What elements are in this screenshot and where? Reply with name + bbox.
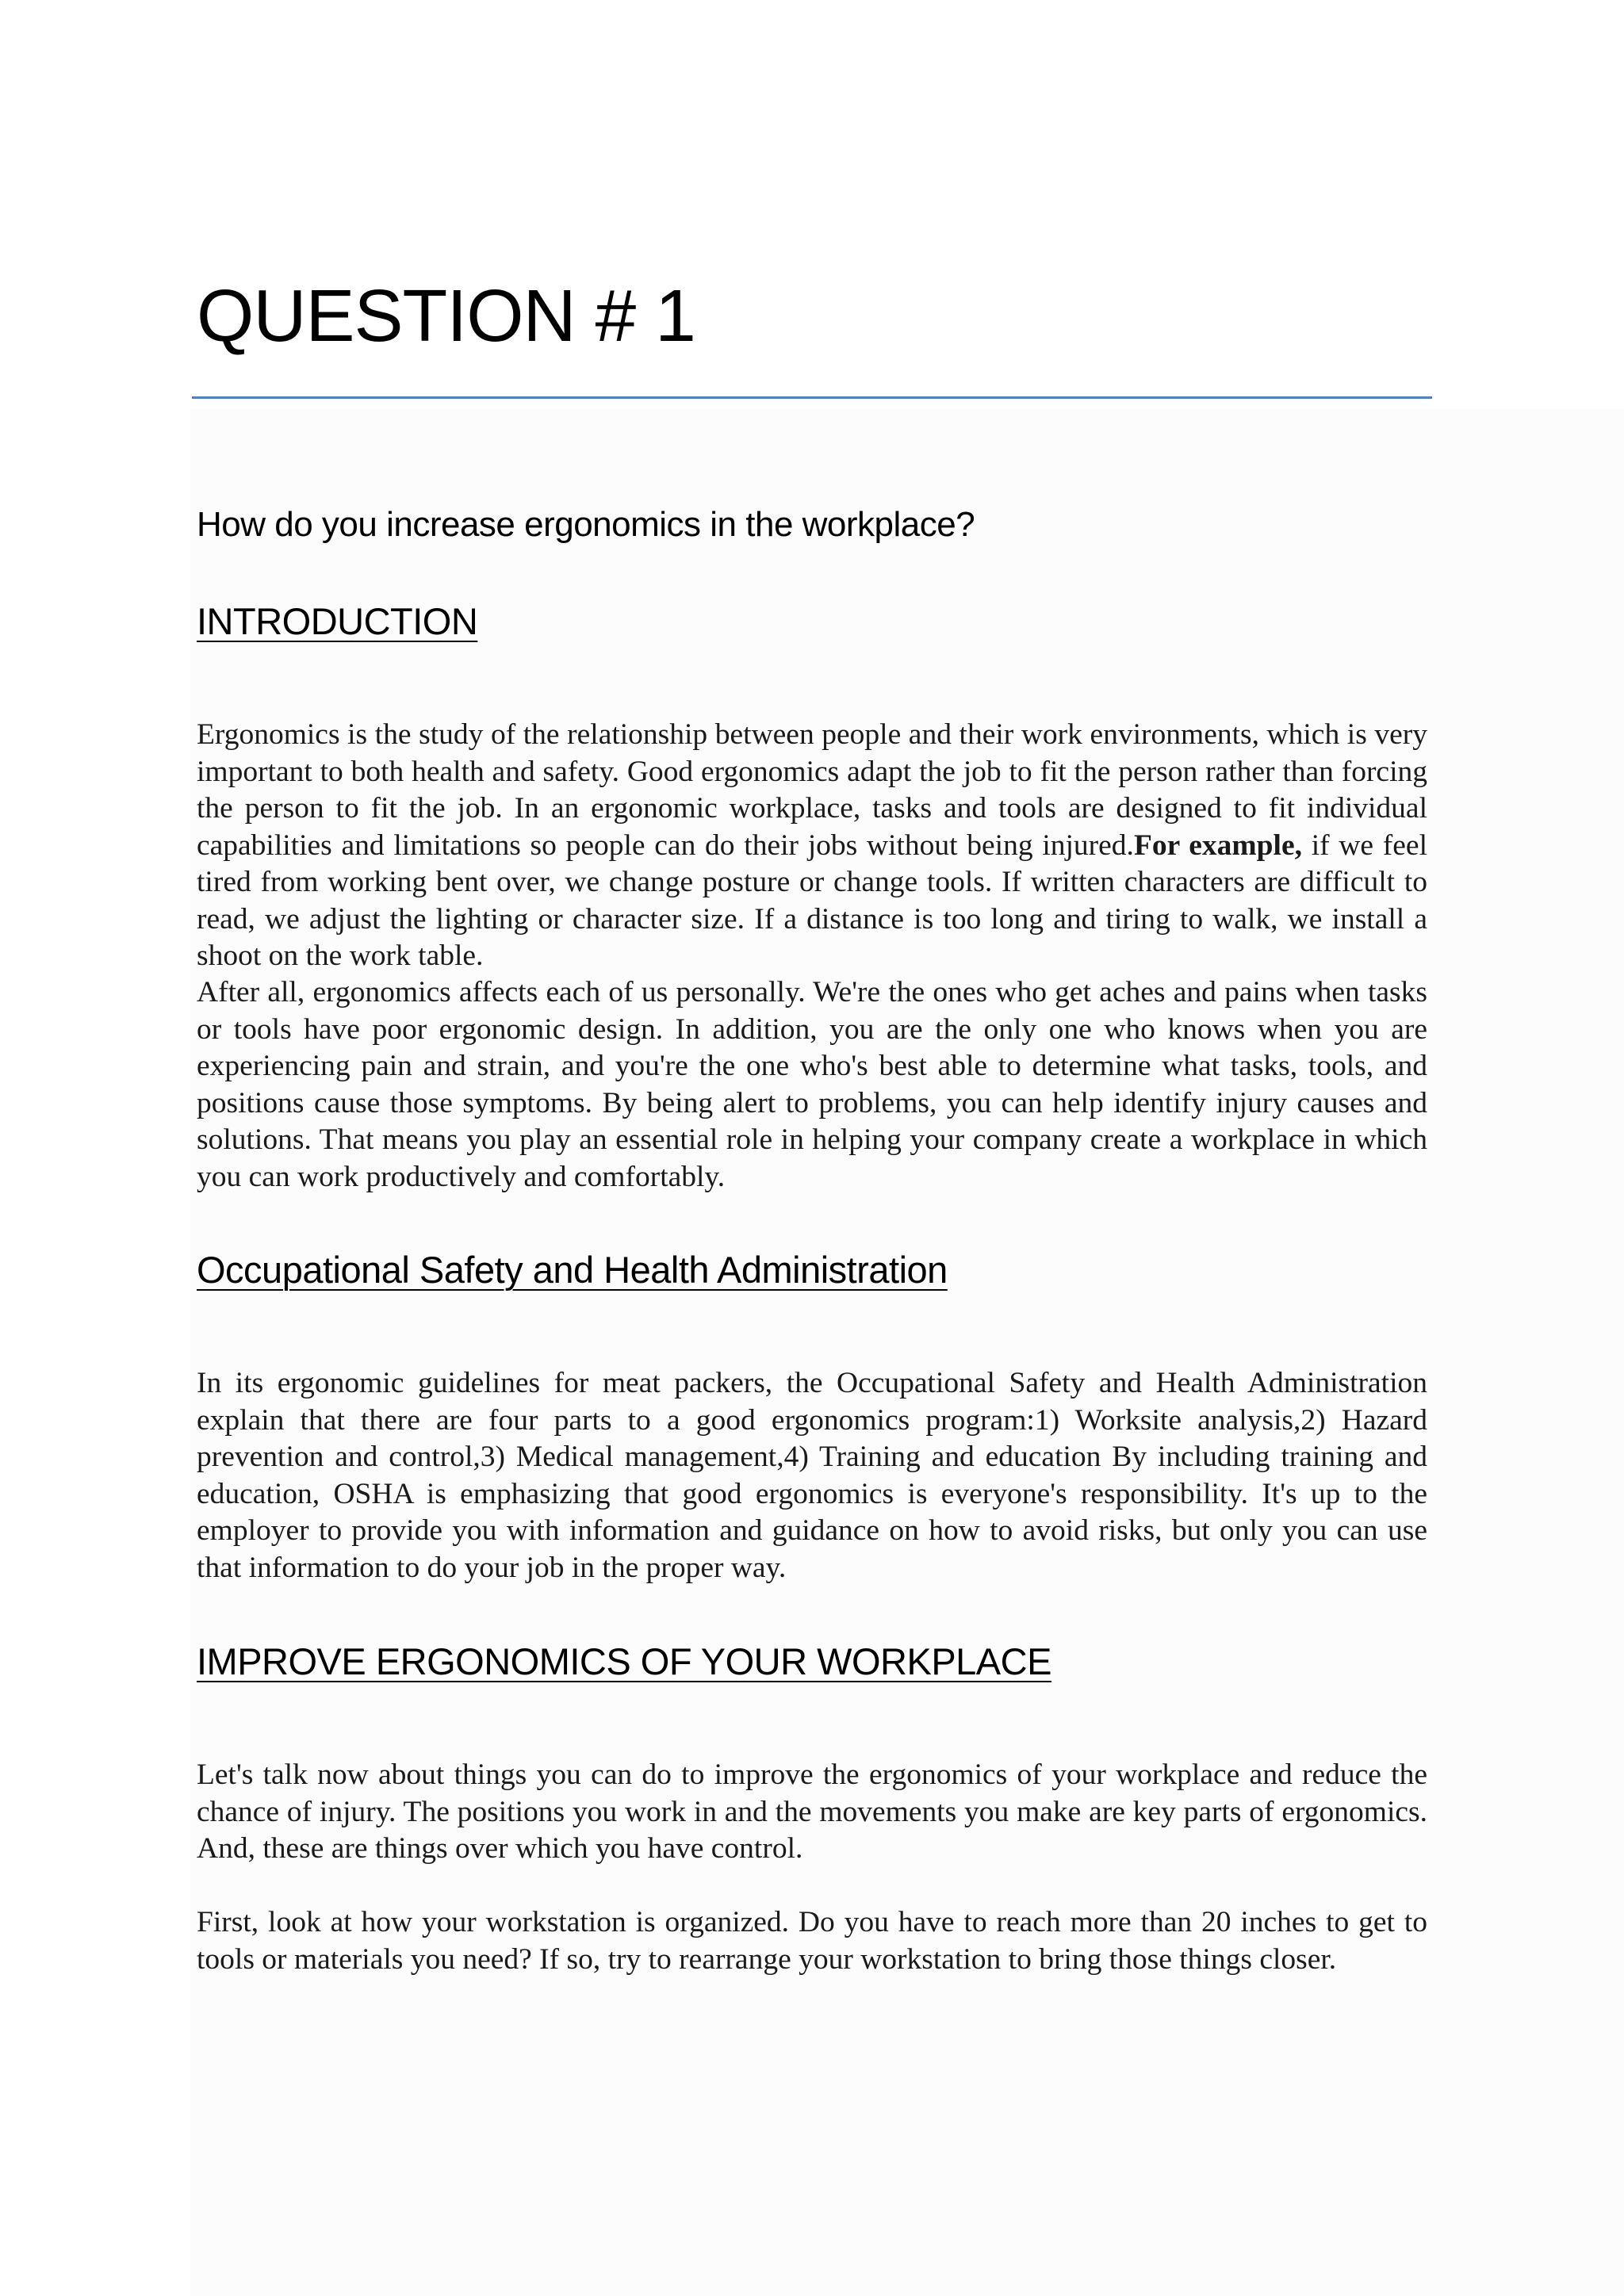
intro-example-label: For example, (1133, 828, 1302, 862)
intro-paragraph-1 (197, 717, 1427, 975)
title-divider (192, 396, 1432, 399)
intro-paragraph-1-continued: if we feel tired from working bent over, we change posture or change tools. If written characters are difficult to read, we adjust the lighting or character size. If a distance is too long and tiring to walk, we install a shoot on the work table. (197, 828, 1427, 972)
question-heading: How do you increase ergonomics in the workplace? (197, 505, 975, 544)
osha-paragraph: In its ergonomic guidelines for meat packers, the Occupational Safety and Health Administration explain that there are four parts to a good ergonomics program:1) Worksite analysis,2) Hazard prevention and control,3) Medical management,4) Training and education By including training and education, OSHA is emphasizing that good ergonomics is everyone's responsibility. It's up to the employer to provide you with information and guidance on how to avoid risks, but only you can use that information to do your job in the proper way. (197, 1367, 1427, 1584)
page-title: QUESTION # 1 (197, 274, 695, 357)
intro-paragraph-2: After all, ergonomics affects each of us personally. We're the ones who get aches and pains when tasks or tools have poor ergonomic design. In addition, you are the only one who knows when you are experiencing pain and strain, and you're the one who's best able to determine what tasks, tools, and positions cause those symptoms. By being alert to problems, you can help identify injury causes and solutions. That means you play an essential role in helping your company create a workplace in which you can work productively and comfortably. (197, 976, 1427, 1193)
improve-paragraph-1: Let's talk now about things you can do to improve the ergonomics of your workplace and reduce the chance of injury. The positions you work in and the movements you make are key parts of ergonomics. And, these are things over which you have control. (197, 1758, 1427, 1865)
improve-paragraph-2: First, look at how your workstation is organized. Do you have to reach more than 20 inches to get to tools or materials you need? If so, try to rearrange your workstation to bring those things closer. (197, 1906, 1427, 1976)
section-heading-improve-ergonomics: IMPROVE ERGONOMICS OF YOUR WORKPLACE (197, 1640, 1051, 1682)
content-background (190, 409, 1624, 2296)
section-heading-introduction: INTRODUCTION (197, 600, 478, 642)
intro-paragraph-1-text: Ergonomics is the study of the relationship between people and their work environments, which is very important to both health and safety. Good ergonomics adapt the job to fit the person rather than forcing the person to fit the job. In an ergonomic workplace, tasks and tools are designed to fit individual capabilities and limitations so people can do their jobs without being injured. (197, 718, 1427, 862)
section-heading-osha: Occupational Safety and Health Administration (197, 1249, 948, 1291)
